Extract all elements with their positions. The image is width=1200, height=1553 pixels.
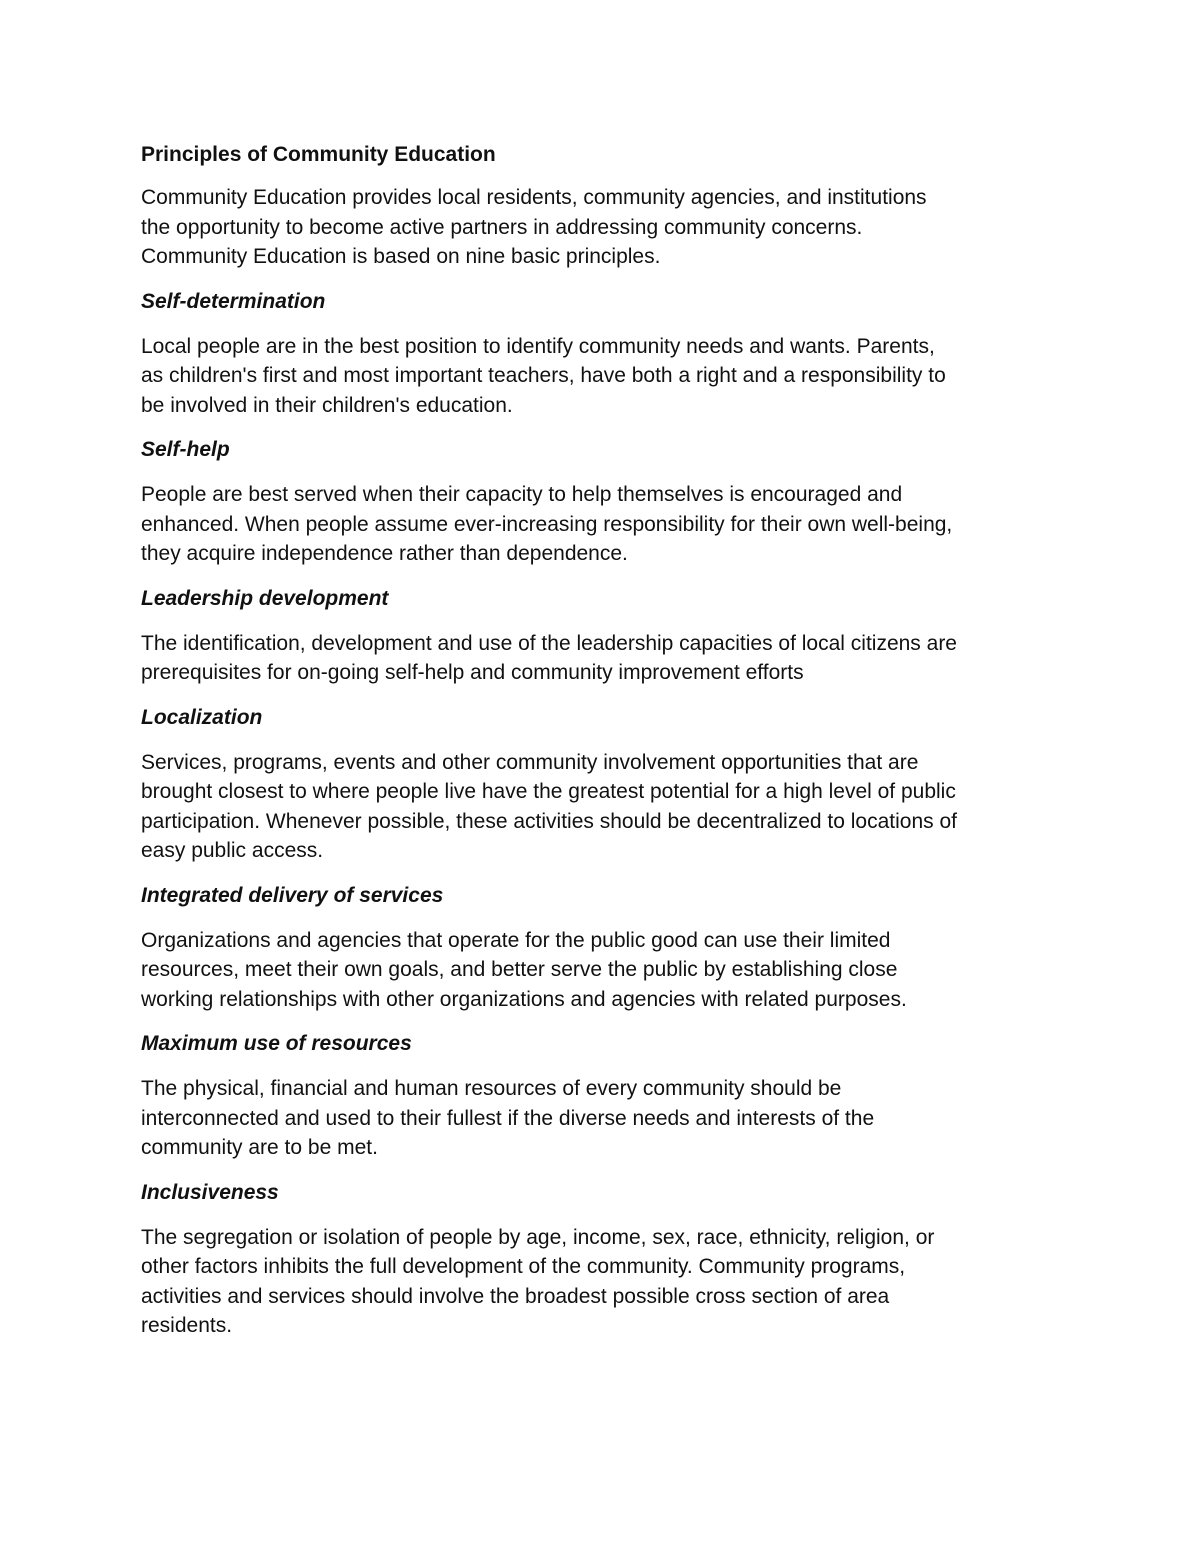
section-heading-self-determination: Self-determination — [141, 289, 326, 313]
section-heading-leadership-development: Leadership development — [141, 586, 389, 610]
body-line: residents. — [141, 1314, 233, 1337]
section-heading-maximum-use-of-resources: Maximum use of resources — [141, 1032, 412, 1055]
body-line: Organizations and agencies that operate for the public good can use their limited — [141, 928, 891, 952]
body-line: The physical, financial and human resources of every community should be — [141, 1077, 842, 1100]
intro-line: the opportunity to become active partners in addressing community concerns. — [141, 215, 863, 239]
intro-paragraph — [141, 183, 1071, 272]
section-heading-self-help: Self-help — [141, 438, 230, 461]
body-line: Local people are in the best position to identify community needs and wants. Parents, — [141, 334, 935, 358]
body-line: brought closest to where people live have the greatest potential for a high level of public — [141, 780, 956, 803]
section-heading-inclusiveness: Inclusiveness — [141, 1180, 279, 1204]
body-line: enhanced. When people assume ever-increasing responsibility for their own well-being, — [141, 512, 953, 536]
body-line: other factors inhibits the full development of the community. Community programs, — [141, 1255, 906, 1278]
body-line: Services, programs, events and other community involvement opportunities that are — [141, 750, 919, 774]
section-body-self-help — [141, 480, 1071, 569]
section-body-maximum-use-of-resources — [141, 1074, 1071, 1163]
body-line: People are best served when their capacity to help themselves is encouraged and — [141, 483, 903, 506]
section-body-leadership-development — [141, 629, 1071, 688]
section-body-self-determination — [141, 332, 1071, 421]
section-heading-localization: Localization — [141, 705, 263, 729]
body-line: community are to be met. — [141, 1136, 378, 1159]
body-line: working relationships with other organizations and agencies with related purposes. — [141, 987, 907, 1011]
body-line: they acquire independence rather than dependence. — [141, 542, 628, 565]
body-line: interconnected and used to their fullest if the diverse needs and interests of the — [141, 1106, 875, 1130]
section-body-inclusiveness — [141, 1223, 1071, 1341]
document-page — [141, 139, 1071, 1355]
intro-line: Community Education is based on nine basic principles. — [141, 245, 661, 268]
body-line: The identification, development and use of the leadership capacities of local citizens are — [141, 631, 957, 655]
section-body-localization — [141, 748, 1071, 866]
body-line: resources, meet their own goals, and better serve the public by establishing close — [141, 958, 898, 981]
document-title: Principles of Community Education — [141, 143, 496, 166]
body-line: as children's first and most important teachers, have both a right and a responsibility to — [141, 364, 946, 387]
body-line: prerequisites for on-going self-help and community improvement efforts — [141, 661, 804, 684]
body-line: participation. Whenever possible, these activities should be decentralized to locations of — [141, 809, 957, 833]
section-body-integrated-delivery — [141, 926, 1071, 1015]
body-line: be involved in their children's education. — [141, 393, 513, 417]
body-line: The segregation or isolation of people by age, income, sex, race, ethnicity, religion, or — [141, 1225, 935, 1249]
body-line: activities and services should involve the broadest possible cross section of area — [141, 1284, 890, 1308]
section-heading-integrated-delivery: Integrated delivery of services — [141, 883, 444, 907]
intro-line: Community Education provides local residents, community agencies, and institutions — [141, 186, 927, 209]
body-line: easy public access. — [141, 839, 324, 862]
